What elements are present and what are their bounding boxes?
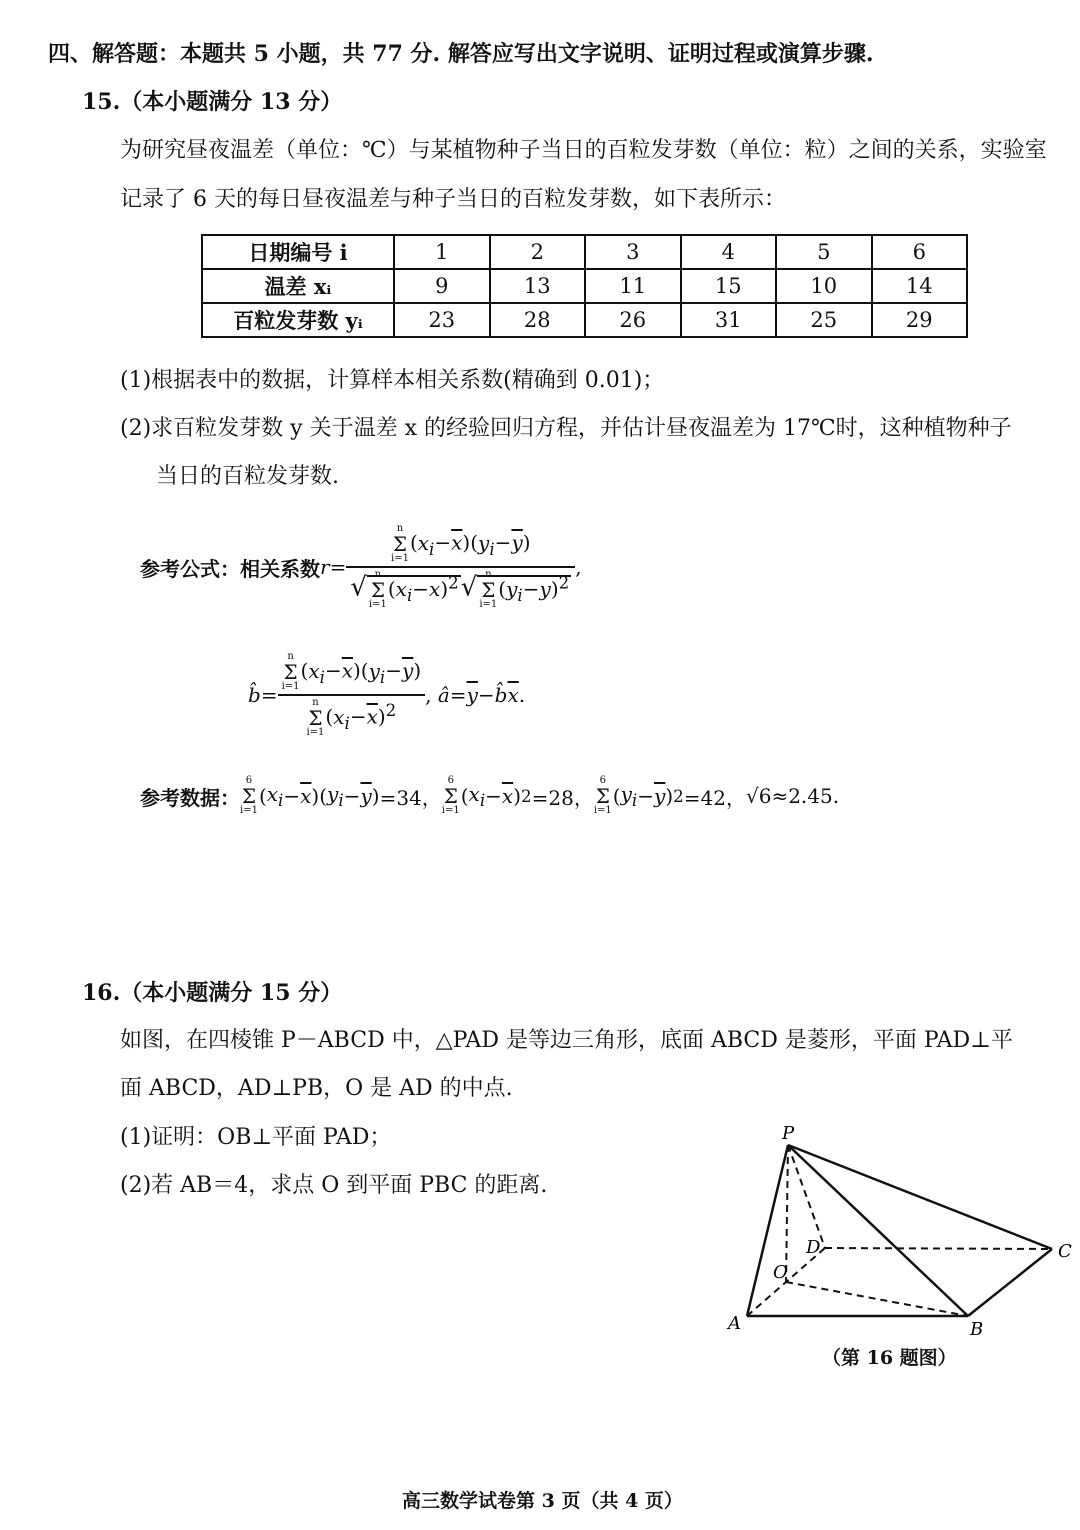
figure-caption: （第 16 题图） [822,1347,957,1369]
table-cell: 4 [681,235,777,269]
page-footer: 高三数学试卷第 3 页（共 4 页） [402,1490,683,1512]
q15-part2-line2: 当日的百粒发芽数. [156,464,339,489]
vertex-label-a: A [728,1313,741,1334]
ref-data-label: 参考数据： [140,785,240,810]
table-cell: 11 [585,269,681,303]
formula-b-hat: b̂ = n Σ i=1 $(x_i-\overline{x})(y_i-\overline{y})$ n Σ i=1 $(x_i-\overline{x})^2$ , â = $\overline{y}$ − b̂ $\overline{x}$ . [248,651,526,738]
q16-part1: (1)证明：OB⊥平面 PAD； [120,1125,392,1150]
vertex-label-p: P [782,1123,795,1144]
table-cell: 23 [394,303,490,337]
section-header: 四、解答题：本题共 5 小题，共 77 分. 解答应写出文字说明、证明过程或演算步骤. [48,41,874,67]
q15-part2-line1: (2)求百粒发芽数 y 关于温差 x 的经验回归方程，并估计昼夜温差为 17℃时，这种植物种子 [120,416,1012,441]
ref-data-value: =42， [683,785,746,810]
pyramid-figure [720,1115,1080,1375]
table-cell: 9 [394,269,490,303]
table-cell: 29 [872,303,968,337]
table-cell: 15 [681,269,777,303]
table-cell: 2 [490,235,586,269]
q16-line2: 面 ABCD，AD⊥PB，O 是 AD 的中点. [120,1076,513,1101]
table-cell: 28 [490,303,586,337]
table-cell: 25 [776,303,872,337]
q15-intro-line2: 记录了 6 天的每日昼夜温差与种子当日的百粒发芽数，如下表所示： [120,187,786,212]
table-cell: 6 [872,235,968,269]
q15-data-table [201,234,968,338]
q16-heading: 16.（本小题满分 15 分） [82,980,343,1006]
row-header-germination: 百粒发芽数 yᵢ [202,303,394,337]
table-cell: 13 [490,269,586,303]
q15-part1: (1)根据表中的数据，计算样本相关系数(精确到 0.01)； [120,368,665,393]
vertex-label-d: D [806,1237,821,1258]
q15-intro-line1: 为研究昼夜温差（单位：℃）与某植物种子当日的百粒发芽数（单位：粒）之间的关系，实验室 [120,138,1047,163]
formula-r: 参考公式：相关系数 r = n Σ i=1 $(x_i-\overline{x})(y_i-\overline{y})$ √ n Σ i=1 $(x_i-\overline{x})^2√$ n Σ i=1 $(y_i-\overline{y})^2$ , [140,523,582,610]
table-row [202,269,967,303]
table-row [202,235,967,269]
ref-formula-label: 参考公式：相关系数 [140,556,320,581]
row-header-day: 日期编号 i [202,235,394,269]
ref-data-value: =28， [531,785,594,810]
q16-part2: (2)若 AB＝4，求点 O 到平面 PBC 的距离. [120,1173,548,1198]
table-cell: 10 [776,269,872,303]
ref-data-value: √6≈2.45. [745,784,840,808]
table-cell: 5 [776,235,872,269]
vertex-label-c: C [1058,1241,1072,1262]
table-cell: 26 [585,303,681,337]
vertex-label-o: O [773,1262,788,1283]
row-header-temp: 温差 xᵢ [202,269,394,303]
table-cell: 1 [394,235,490,269]
table-cell: 31 [681,303,777,337]
table-cell: 14 [872,269,968,303]
q16-line1: 如图，在四棱锥 P－ABCD 中，△PAD 是等边三角形，底面 ABCD 是菱形，平面 PAD⊥平 [120,1028,1013,1053]
vertex-label-b: B [970,1319,984,1340]
table-cell: 3 [585,235,681,269]
reference-data: 参考数据： 6 Σ i=1 ( $x_i$ − $\overline{x}$ )( $y_i$ − $\overline{y}$ ) =34， 6 Σ i=1 ( $x_i$ − $\overline{x}$ ) 2 =28， 6 Σ i=1 ( $y_i$ − $\overline{y}$ ) 2 =42， √6≈2.45. [140,775,840,816]
table-row [202,303,967,337]
ref-data-value: =34， [379,785,442,810]
q15-heading: 15.（本小题满分 13 分） [82,89,343,115]
